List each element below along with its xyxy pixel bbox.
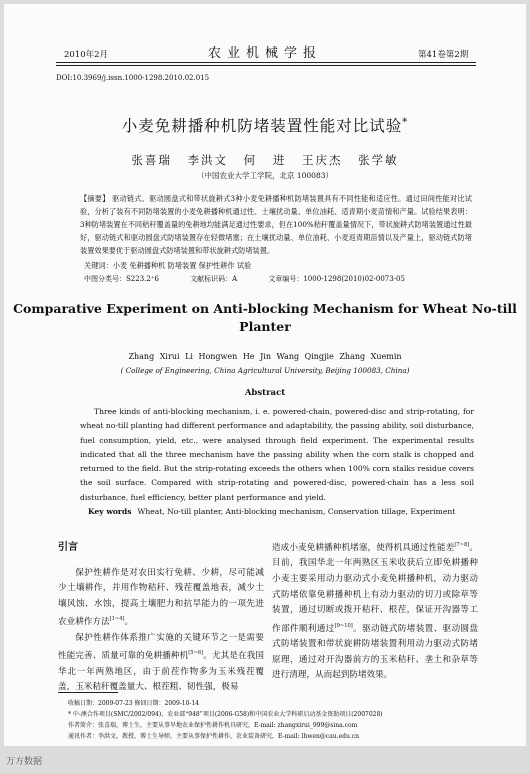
keywords-en-text: Wheat, No-till planter, Anti-blocking mechanism, Conservation tillage, Experiment (137, 507, 456, 516)
body-column-right (272, 538, 478, 684)
keywords-en (88, 507, 455, 516)
citation: [7~8] (454, 542, 470, 548)
doi: DOI:10.3969/j.issn.1000-1298.2010.02.015 (56, 74, 210, 82)
footnote-author: 作者简介：张喜瑞，博士生，主要从事旱地农业保护性耕作机具研究，E-mail: zhangxirui_999@sina.com (68, 722, 358, 729)
paper-title-cn-text: 小麦免耕播种机防堵装置性能对比试验 (121, 117, 403, 135)
keywords-cn: 关键词：小麦 免耕播种机 防堵装置 保护性耕作 试验 (84, 261, 252, 270)
abstract-en: Three kinds of anti-blocking mechanism, i. e. powered-chain, powered-disc and strip-rotating, for wheat no-till planting had different performance and adaptability, the passing ability, soil disturbance, fuel consumption, yield, etc., were analysed through field experiment. The experimental results indicated that all the three mechanism have the passing ability when the corn stalk is chopped and returned to the field. But the strip-rotating exceeds the others when 100% corn stalks residue covers the soil surface. Compared with strip-rotating and powered-disc, powered-chain has a less soil disturbance, fuel efficiency, better plant performance and yield. (80, 407, 474, 502)
footnote-rule (58, 692, 118, 693)
section-heading-intro: 引言 (58, 542, 78, 553)
body-text: 造成小麦免耕播种机堵塞，使得机具通过性能差 (272, 542, 455, 553)
body-paragraph (58, 631, 264, 696)
keywords-en-label: Key words (88, 507, 132, 516)
document-code: 文献标识码：A (190, 275, 238, 283)
abstract-en-heading: Abstract (244, 388, 286, 398)
affiliation-en: ( College of Engineering, China Agricultural University, Beijing 100083, China) (120, 366, 410, 375)
volume-issue: 第41卷第2期 (418, 50, 469, 60)
citation: [9~10] (334, 622, 353, 629)
footnote-received: 收稿日期：2009-07-23 修回日期：2009-10-14 (68, 700, 200, 707)
body-paragraph: 保护性耕作是对农田实行免耕、少耕，尽可能减少土壤耕作，并用作物秸秆、残茬覆盖地表，减少土壤风蚀、水蚀，提高土壤肥力和抗旱能力的一项先进农业耕作方法[1~4]。 (58, 567, 264, 628)
clc-number: 中图分类号：S223.2⁺6 (84, 275, 159, 283)
body-text: 。驱动链式防堵装置、驱动圆盘式防堵装置和带状旋耕防堵装置利用动力驱动式防堵原理，通过对开沟器前方的玉米秸秆、垄土和杂草等进行清理，从而起到防堵效果。 (272, 623, 478, 681)
citation: [1~4] (109, 616, 125, 623)
title-footnote-mark: * (402, 116, 409, 128)
wanfang-watermark: 万方数据 (6, 757, 43, 767)
journal-name: 农业机械学报 (207, 46, 322, 61)
body-column-left (58, 532, 264, 696)
body-paragraph (272, 538, 478, 684)
paper-title-en: Comparative Experiment on Anti-blocking Mechanism for Wheat No-till Planter (13, 301, 517, 334)
footnote-funding: * 中-澳合作项目(SMC/2002/094)、农业部“948”项目(2006-G58)和中国农业大学科研启动基金资助项目(2007028) (68, 711, 383, 718)
issue-date: 2010年2月 (64, 50, 109, 60)
header-rule (56, 62, 476, 63)
abstract-cn: 【摘要】 驱动链式、驱动圆盘式和带状旋耕式3种小麦免耕播种机防堵装置具有不同性能和适应性。通过田间性能对比试验，分析了装有不同防堵装置的小麦免耕播种机通过性、土壤扰动量、单位油耗、适青期小麦苗情和产量。试验结果表明：3种防堵装置在不同秸秆覆盖量的免耕地均能满足通过性要求，但在100%秸秆覆盖量情况下，带状旋耕式防堵装置通过性最好，驱动链式和驱动圆盘式防堵装置存在轻微堵塞；在土壤扰动量、单位油耗、小麦返青期苗情以及产量上，驱动链式防堵装置效果要优于驱动圆盘式防堵装置和带状旋耕式防堵装置。 (80, 194, 472, 255)
body-text: 。目前，我国华北一年两熟区玉米收获后立即免耕播种小麦主要采用动力驱动式小麦免耕播种机，动力驱动式防堵依靠免耕播种机上有动力驱动的切刀或除草等装置，通过切断或拨开秸秆、根茬，保证开沟器等工作部件顺利通过 (272, 542, 478, 634)
classification-cn (84, 274, 405, 284)
authors-en: Zhang Xirui Li Hongwen He Jin Wang Qingjie Zhang Xuemin (128, 352, 402, 361)
footnote-corresponding: 通讯作者：李洪文，教授，博士生导师，主要从事保护性耕作、农业装备研究，E-mail: lhwen@cau.edu.cn (68, 733, 359, 740)
body-text: 保护性耕作体系推广实施的关键环节之一是需要性能完善、质量可靠的免耕播种机 (58, 632, 264, 662)
body-text: 。尤其是在我国华北一年两熟地区，由于前茬作物多为玉米残茬覆盖，玉米秸秆覆盖量大、根茬粗、韧性强，极易 (58, 651, 264, 693)
paper-page (4, 4, 526, 746)
citation: [5~6] (188, 650, 204, 657)
header-rule-thin (56, 65, 476, 66)
article-number: 文章编号：1000-1298(2010)02-0073-05 (268, 275, 405, 283)
affiliation-cn: （中国农业大学工学院，北京 100083） (196, 171, 333, 180)
paper-title-cn (4, 114, 526, 136)
body-text: 保护性耕作是对农田实行免耕、少耕，尽可能减少土壤耕作，并用作物秸秆、残茬覆盖地表，减少土壤风蚀、水蚀，提高土壤肥力和抗旱能力的一项先进农业耕作方法 (58, 567, 264, 628)
authors-cn: 张喜瑞 李洪文 何 进 王庆杰 张学敏 (131, 153, 399, 167)
